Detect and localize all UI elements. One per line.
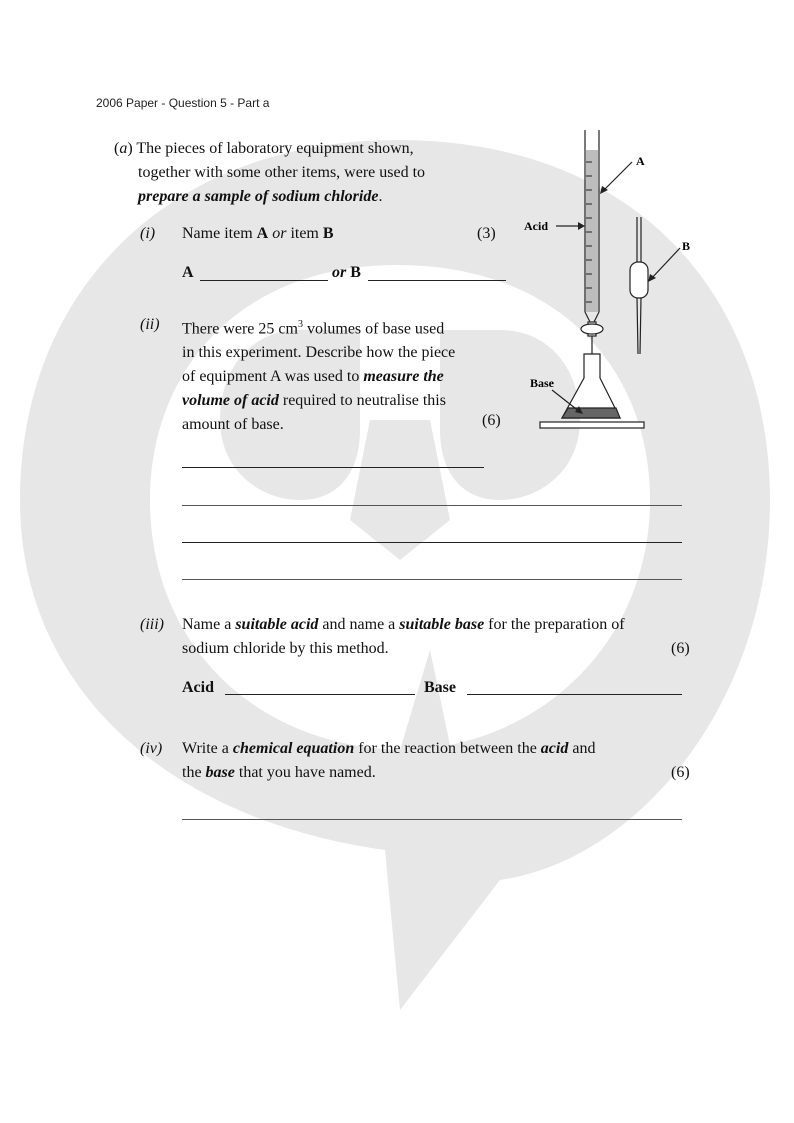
q-iii-label: (iii) (140, 616, 164, 633)
q-i-marks: (3) (477, 225, 496, 242)
q-i-text: Name item A or item B (182, 225, 334, 242)
part-a-line2: together with some other items, were used to (138, 164, 426, 181)
label-b: B (682, 239, 691, 253)
pipette (630, 217, 648, 354)
part-a-line1: The pieces of laboratory equipment shown, (136, 140, 414, 157)
q-ii-label: (ii) (140, 316, 160, 333)
label-base: Base (530, 376, 554, 390)
page-header: 2006 Paper - Question 5 - Part a (96, 96, 270, 110)
burette (581, 130, 603, 354)
answer-line-b[interactable] (368, 280, 506, 281)
q-iv-text: Write a chemical equation for the reaction between the acid and the base that you have named. (182, 740, 596, 781)
q-iv-marks: (6) (671, 764, 690, 781)
q-ii-marks: (6) (482, 412, 501, 429)
stand-base (540, 422, 644, 428)
answer-line-a[interactable] (200, 280, 328, 281)
acid-label: Acid (182, 679, 214, 696)
label-a: A (636, 154, 645, 168)
conical-flask (562, 354, 620, 418)
q-iv-label: (iv) (140, 740, 163, 757)
answer-line-iv[interactable] (182, 819, 682, 820)
answer-line-ii-3[interactable] (182, 542, 682, 543)
label-acid: Acid (524, 219, 548, 233)
q-iii-marks: (6) (671, 640, 690, 657)
q-i-label: (i) (140, 225, 156, 242)
base-label: Base (424, 679, 456, 696)
acid-answer-line[interactable] (225, 694, 415, 695)
part-a-label: (a) (114, 140, 133, 157)
q-i-answer-a-label: A (182, 264, 194, 281)
q-ii-text: There were 25 $cm^3$ volumes of base used in this experiment. Describe how the piece of equipment A was used to measure the volume of acid required to neutralise this amount of base. (182, 319, 456, 434)
apparatus-diagram (512, 122, 712, 442)
base-answer-line[interactable] (467, 694, 682, 695)
part-a-emphasis: prepare a sample of sodium chloride (138, 188, 379, 205)
q-i-answer-b-label: or B (332, 264, 361, 281)
part-a-intro: (a) The pieces of laboratory equipment shown, together with some other items, were used to prepare a sample of sodium chloride. (114, 140, 426, 205)
answer-line-ii-4[interactable] (182, 579, 682, 580)
q-iii-text: Name a suitable acid and name a suitable base for the preparation of sodium chloride by this method. (182, 616, 625, 657)
answer-line-ii-2[interactable] (182, 505, 682, 506)
arrow-a (602, 162, 632, 192)
answer-line-ii-1[interactable] (182, 467, 484, 468)
arrow-b (650, 248, 680, 280)
